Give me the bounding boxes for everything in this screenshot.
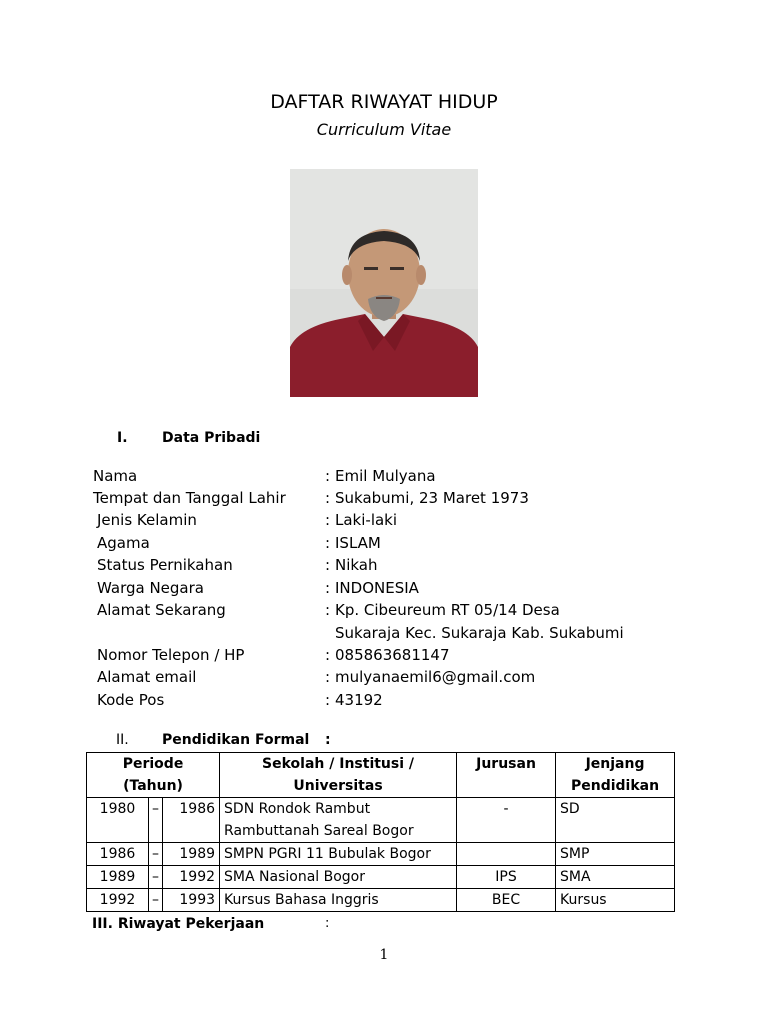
cell-school-line2: Rambuttanah Sareal Bogor — [224, 823, 414, 839]
field-row-postal — [0, 691, 768, 713]
section-heading-education: Pendidikan Formal — [162, 732, 310, 748]
column-header-level-line2: Pendidikan — [570, 778, 660, 794]
cell-major: BEC — [457, 889, 556, 912]
column-header-period-line2: (Tahun) — [123, 778, 183, 794]
column-header-school-line1: Sekolah / Institusi / — [262, 756, 415, 772]
section-colon-work: : — [325, 916, 330, 931]
cell-start-year: 1992 — [87, 889, 149, 912]
cell-end-year: 1992 — [163, 866, 220, 889]
cell-school-line1: SDN Rondok Rambut — [224, 801, 371, 817]
field-value: mulyanaemil6@gmail.com — [335, 668, 536, 686]
education-table — [86, 752, 675, 912]
cell-major — [457, 843, 556, 866]
field-colon: : — [325, 668, 331, 686]
field-value: Laki-laki — [335, 511, 398, 529]
cell-school: SMA Nasional Bogor — [220, 866, 457, 889]
cell-level: SMA — [556, 866, 675, 889]
table-row — [87, 889, 675, 912]
cell-level: SD — [556, 798, 675, 843]
cell-dash: – — [149, 843, 163, 866]
section-number-personal: I. — [117, 430, 128, 446]
field-colon: : — [325, 646, 331, 664]
cell-start-year: 1989 — [87, 866, 149, 889]
column-header-period — [87, 753, 220, 798]
section-number-education: II. — [116, 732, 129, 748]
field-label: Kode Pos — [97, 691, 165, 709]
portrait-image — [290, 169, 478, 397]
document-subtitle: Curriculum Vitae — [316, 120, 452, 139]
field-label: Agama — [97, 534, 150, 552]
cell-level: SMP — [556, 843, 675, 866]
field-row-address — [0, 601, 768, 623]
section-heading-work: III. Riwayat Pekerjaan — [92, 916, 265, 932]
column-header-level — [556, 753, 675, 798]
table-header-row — [87, 753, 675, 798]
document-title: DAFTAR RIWAYAT HIDUP — [270, 91, 498, 113]
field-row-citizenship — [0, 579, 768, 601]
cell-end-year: 1989 — [163, 843, 220, 866]
field-value: 085863681147 — [335, 646, 450, 664]
column-header-school — [220, 753, 457, 798]
cell-school — [220, 798, 457, 843]
column-header-level-line1: Jenjang — [585, 756, 645, 772]
cell-start-year: 1986 — [87, 843, 149, 866]
field-colon: : — [325, 511, 331, 529]
field-row-birth — [0, 489, 768, 511]
column-header-major — [457, 753, 556, 798]
table-row — [87, 843, 675, 866]
field-row-address-cont — [0, 624, 768, 646]
field-label: Tempat dan Tanggal Lahir — [93, 489, 286, 507]
field-row-marital — [0, 556, 768, 578]
table-row — [87, 866, 675, 889]
field-row-nama — [0, 467, 768, 489]
profile-photo — [290, 169, 478, 397]
column-header-period-line1: Periode — [122, 756, 184, 772]
field-label: Status Pernikahan — [97, 556, 233, 574]
column-header-major-text: Jurusan — [476, 756, 536, 772]
field-label: Jenis Kelamin — [97, 511, 197, 529]
field-colon: : — [325, 691, 331, 709]
field-value: ISLAM — [335, 534, 381, 552]
field-label: Nama — [93, 467, 138, 485]
field-value: Kp. Cibeureum RT 05/14 Desa — [335, 601, 560, 619]
field-colon: : — [325, 489, 331, 507]
cell-start-year: 1980 — [87, 798, 149, 843]
cell-dash: – — [149, 798, 163, 843]
field-value: Emil Mulyana — [335, 467, 436, 485]
cell-dash: – — [149, 889, 163, 912]
cell-end-year: 1986 — [163, 798, 220, 843]
field-row-religion — [0, 534, 768, 556]
field-value: Sukabumi, 23 Maret 1973 — [335, 489, 529, 507]
cell-major: IPS — [457, 866, 556, 889]
field-label: Nomor Telepon / HP — [97, 646, 245, 664]
table-row — [87, 798, 675, 843]
field-value: Nikah — [335, 556, 378, 574]
cell-major: - — [457, 798, 556, 843]
field-label: Alamat email — [97, 668, 197, 686]
cell-level: Kursus — [556, 889, 675, 912]
field-label: Warga Negara — [97, 579, 204, 597]
field-colon: : — [325, 556, 331, 574]
cell-end-year: 1993 — [163, 889, 220, 912]
field-value: 43192 — [335, 691, 383, 709]
field-value-continued: Sukaraja Kec. Sukaraja Kab. Sukabumi — [335, 624, 624, 642]
field-value: INDONESIA — [335, 579, 419, 597]
field-label: Alamat Sekarang — [97, 601, 226, 619]
field-row-phone — [0, 646, 768, 668]
field-row-gender — [0, 511, 768, 533]
column-header-school-line2: Universitas — [293, 778, 383, 794]
section-heading-personal: Data Pribadi — [162, 430, 261, 446]
cell-school: SMPN PGRI 11 Bubulak Bogor — [220, 843, 457, 866]
cell-dash: – — [149, 866, 163, 889]
field-colon: : — [325, 534, 331, 552]
field-colon: : — [325, 579, 331, 597]
field-row-email — [0, 668, 768, 690]
cell-school: Kursus Bahasa Inggris — [220, 889, 457, 912]
page-number: 1 — [379, 947, 389, 963]
section-colon-education: : — [325, 732, 331, 748]
field-colon: : — [325, 601, 331, 619]
field-colon: : — [325, 467, 331, 485]
